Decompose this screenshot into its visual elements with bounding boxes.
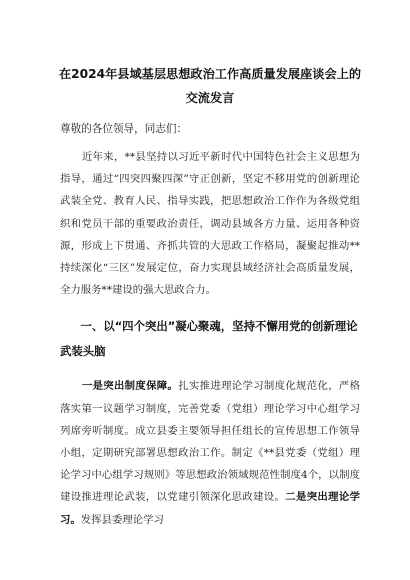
section-heading-1: 一、以“四个突出”凝心聚魂，坚持不懈用党的创新理论武装头脑: [60, 319, 358, 359]
point-heading-2: 二是突出理论学习。: [60, 491, 360, 526]
point-text-2: 发挥县委理论学习: [80, 513, 164, 526]
paragraph-section-1: [60, 375, 360, 530]
point-heading-1: 一是突出制度保障。: [81, 380, 179, 393]
paragraph-intro: 近年来，**县坚持以习近平新时代中国特色社会主义思想为指导，通过“四突四聚四深”守正创新，坚定不移用党的创新理论武装全党、教育人民、指导实践，把思想政治工作作为各级党组织和党员干部的重要政治责任，调动县域各方力量、运用各种资源，形成上下贯通、齐抓共管的大思政工作格局，凝聚起推动**持续深化“三区”发展定位，奋力实现县域经济社会高质量发展，全力服务**建设的强大思政合力。: [60, 151, 360, 297]
salutation: 尊敬的各位领导，同志们：: [60, 123, 188, 135]
point-text-1: 扎实推进理论学习制度化规范化，严格落实第一议题学习制度，完善党委（党组）理论学习中心组学习列席旁听制度。成立县委主要领导担任组长的宣传思想工作领导小组，定期研究部署思想政治工作。制定《**县党委（党组）理论学习中心组学习规则》等思想政治领域规范性制度4个，以制度建设推进理论武装，以党建引领深化思政建设。: [60, 380, 361, 504]
document-title: 在2024年县域基层思想政治工作高质量发展座谈会上的交流发言: [58, 67, 362, 105]
